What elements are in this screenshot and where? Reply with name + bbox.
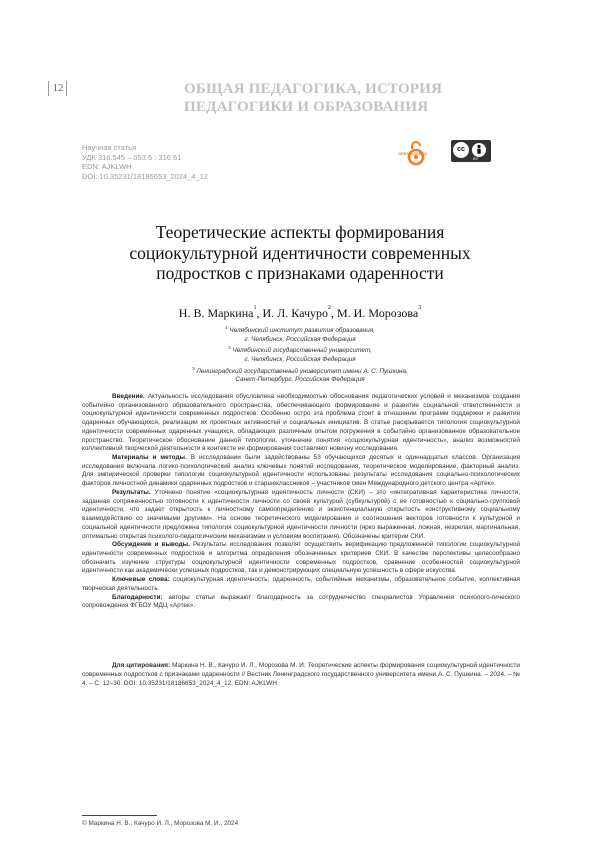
page-number: 12 xyxy=(52,82,64,94)
doi-code: DOI: 10.35231/18186653_2024_4_12 xyxy=(82,171,208,181)
author-1-affiliation-mark: 1 xyxy=(253,305,257,311)
abstract-conclusion xyxy=(82,541,520,576)
citation-text: Маркина Н. В., Качуро И. Л., Морозова М. И. Теоретические аспекты формирования социокультурной идентичности современных подростков с признаками одаренности // Вестник Ленинградского государственного университета имени А. С. Пушкина. – 2024. – № 4. – С. 12–30. DOI: 10.35231/18186653_2024_4_12. EDN: AJKLWH xyxy=(82,662,520,687)
keywords-text: социокультурная идентичность, одаренность, событийные механизмы, образовательное событие, коллективная творческая деятельность. xyxy=(82,576,520,592)
author-1: Н. В. Маркина xyxy=(178,306,254,320)
methods-text: В исследовании были задействованы 53 обучающихся десятых и одиннадцатых классов. Организация исследования включала логико-психологический анализ ключевых понятий исследования, теоретическое моделирование, факторный анализ. Для эмпирической проверки типологии социокультурной идентичности использованы результаты исследования социально-психологических факторов личностной динамики одаренных подростков и старшеклассников – участников смен Международного детского центра «Артек». xyxy=(82,454,521,488)
keywords-label: Ключевые слова: xyxy=(112,576,170,584)
affiliation-1-mark: 1 xyxy=(225,325,228,330)
copyright-notice: © Маркина Н. В., Качуро И. Л., Морозова М. И., 2024 xyxy=(82,820,239,827)
title-line2: социокультурной идентичности современных xyxy=(129,242,471,263)
results-label: Результаты. xyxy=(112,488,151,496)
conclusion-label: Обсуждение и выводы. xyxy=(112,541,190,549)
page-number-right-rule xyxy=(66,81,67,96)
affiliation-3-mark: 3 xyxy=(192,365,195,371)
acknowledgements-label: Благодарности: xyxy=(112,593,163,601)
introduction-text: Актуальность исследования обусловлена необходимостью обоснования педагогических условий и механизмов создания событийно организованного образовательного пространства, обеспечивающего формирование и развитие социальной ответственности и социокультурной идентичности современных подростков. Особенно остро эта проблема стоит в отношении программ поддержки и развития одаренных обучающихся, реализации их проектных активностей и социальных инициатив. В статье раскрывается типология социокультурной идентичности современных одаренных учащихся, обладающих различным опытом погружения в событийно организованное образовательное пространство. Теоретическое обоснование данной типологии, уточнение понятия «социокультурная идентичность», анализ возможностей коллективной творческой деятельности в контексте ее формирования составляют новизну исследования. xyxy=(82,393,520,453)
conclusion-text: Результаты исследования позволят осуществить верификацию предложенной типологии социокультурной идентичности современных подростков и алгоритма определения обозначенных критериев СКИ. В качестве перспективы целесообразно обозначить изучение структуры социокультурной идентичности современных подростков, сравнение особенностей социокультурной идентичности как академически успешных подростков, так и демонстрирующих специальную успешность в сфере искусства. xyxy=(82,541,520,575)
author-3-affiliation-mark: 3 xyxy=(418,305,422,311)
results-text: Уточнено понятие «социокультурная идентичность личности (СКИ) – это «интегративная характеристика личности, заданная сопряженностью готовности к идентичности личности со своей культурой (субкультурой) с ее готовностью к социально-групповой идентичности, что задает открытость к личностному самоопределению и экзистенциальную открытость конструктивному социальному взаимодействию со значимыми другими». На основе теоретического моделирования и соотношения векторов готовности к культурной и социальной идентичности предложена типология социокультурной идентичности личности (ярко выраженная, ложная, незрелая, маргинальная, оптимально открытая психолого-педагогическим механизмам и условиям воспитания). Обозначены критерии СКИ. xyxy=(82,488,520,540)
citation-label: Для цитирования: xyxy=(112,662,171,669)
footnote-rule xyxy=(82,815,157,816)
affiliation-2-mark: 2 xyxy=(228,345,231,351)
affiliation-1-institution: Челябинский институт развития образования, xyxy=(229,327,375,335)
abstract-keywords xyxy=(82,576,520,593)
udc-code: УДК 316.545 – 053.6 : 316.61 xyxy=(82,152,182,162)
author-2: И. Л. Качуро xyxy=(262,306,328,320)
affiliation-3-line1 xyxy=(100,365,500,377)
section-heading-line1: ОБЩАЯ ПЕДАГОГИКА, ИСТОРИЯ xyxy=(184,81,443,97)
abstract-results xyxy=(82,489,520,541)
affiliations xyxy=(100,324,500,385)
section-heading-line2: ПЕДАГОГИКИ И ОБРАЗОВАНИЯ xyxy=(184,99,429,115)
cc-logo-icon: cc xyxy=(453,142,469,158)
page-number-left-rule xyxy=(48,81,49,96)
edn-code: EDN: AJKLWH xyxy=(82,162,132,171)
affiliation-2-location: г. Челябинск, Российская Федерация xyxy=(244,356,356,364)
methods-label: Материалы и методы. xyxy=(112,454,187,462)
abstract-introduction xyxy=(82,393,520,454)
author-list: Н. В. Маркина$^1$, И. Л. Качуро$^2$, М. И. Морозова$^3$ xyxy=(178,305,422,320)
article-title xyxy=(60,222,540,284)
affiliation-2-line1 xyxy=(100,344,500,356)
affiliation-1-line1 xyxy=(100,324,500,336)
open-access-badge xyxy=(399,140,433,170)
affiliation-3-institution: Ленинградский государственный университет имени А. С. Пушкина, xyxy=(196,367,408,375)
abstract-methods xyxy=(82,454,520,489)
creative-commons-badge xyxy=(451,140,491,162)
article-type: Научная статья xyxy=(82,143,137,152)
abstract xyxy=(82,393,520,611)
acknowledgements-text: авторы статьи выражают благодарность за сотрудничество специалистов Управления психолого-гического сопровождения ФГБОУ МДЦ «Артек». xyxy=(82,593,520,610)
author-3: М. И. Морозова xyxy=(336,306,419,320)
open-access-label: OPEN ACCESS xyxy=(398,151,427,156)
article-metadata xyxy=(82,143,208,181)
cc-by-label: BY xyxy=(473,156,479,161)
journal-section-heading xyxy=(184,80,444,116)
affiliation-3-location: Санкт-Петербург, Российская Федерация xyxy=(235,376,365,384)
abstract-acknowledgements xyxy=(82,594,520,611)
citation-block xyxy=(82,662,520,688)
introduction-label: Введение. xyxy=(112,393,145,400)
author-2-affiliation-mark: 2 xyxy=(327,305,331,311)
title-line1: Теоретические аспекты формирования xyxy=(155,222,445,242)
affiliation-2-institution: Челябинский государственный университет, xyxy=(232,347,372,355)
title-line3: подростков с признаками одаренности xyxy=(156,263,444,283)
affiliation-1-location: г. Челябинск, Российская Федерация xyxy=(244,335,356,343)
attribution-person-icon xyxy=(472,143,486,157)
